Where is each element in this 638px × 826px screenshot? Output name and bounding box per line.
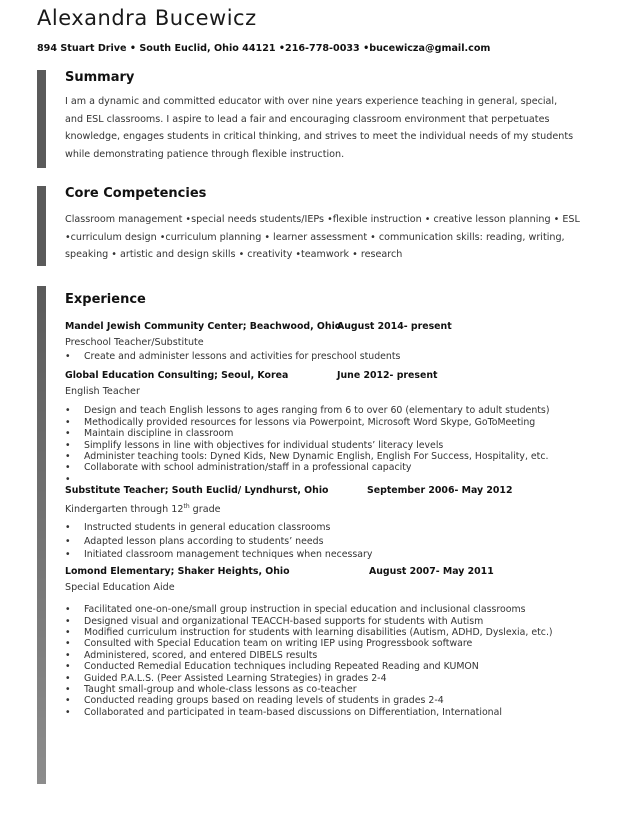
job-dates: June 2012- present xyxy=(337,370,438,382)
job-bullet: • Collaborate with school administration/staff in a professional capacity xyxy=(65,462,597,473)
job-title-text: Kindergarten through 12 xyxy=(65,504,184,516)
summary-accent-bar xyxy=(37,70,46,168)
job-title-superscript: th xyxy=(183,503,190,511)
job-header xyxy=(65,566,597,580)
job-title: Preschool Teacher/Substitute xyxy=(65,337,204,348)
job-header xyxy=(65,321,597,335)
job-bullet: • Taught small-group and whole-class lessons as co-teacher xyxy=(65,684,597,695)
competencies-line: speaking • artistic and design skills • creativity •teamwork • research xyxy=(65,249,403,260)
job-bullet: • Conducted Remedial Education techniques including Repeated Reading and KUMON xyxy=(65,661,597,672)
job-bullet: • Methodically provided resources for lessons via Powerpoint, Microsoft Word Skype, GoToMeeting xyxy=(65,417,597,428)
competencies-section xyxy=(37,186,597,264)
summary-line: I am a dynamic and committed educator with over nine years experience teaching in general, special, xyxy=(65,96,558,107)
job-title-suffix: grade xyxy=(189,504,221,516)
job-bullet: • Conducted reading groups based on reading levels of students in grades 2-4 xyxy=(65,695,597,706)
summary-line: knowledge, engages students in critical thinking, and strives to meet the individual needs of my students xyxy=(65,131,574,142)
job-title: English Teacher xyxy=(65,386,140,398)
summary-heading: Summary xyxy=(65,70,135,85)
competencies-heading: Core Competencies xyxy=(65,186,207,201)
job-dates: August 2014- present xyxy=(337,321,452,332)
job-bullet xyxy=(65,474,597,485)
job-dates: August 2007- May 2011 xyxy=(369,566,494,578)
job-dates: September 2006- May 2012 xyxy=(367,485,513,497)
job-organization: Global Education Consulting; Seoul, Korea xyxy=(65,370,289,382)
job-organization: Substitute Teacher; South Euclid/ Lyndhurst, Ohio xyxy=(65,485,329,497)
job-bullets xyxy=(65,522,597,560)
job-bullet: • Consulted with Special Education team on writing IEP using Progressbook software xyxy=(65,638,597,649)
job-header xyxy=(65,485,597,499)
contact-line: 894 Stuart Drive • South Euclid, Ohio 44121 •216-778-0033 •bucewicza@gmail.com xyxy=(37,43,491,54)
summary-section xyxy=(37,70,597,163)
job-header xyxy=(65,370,597,384)
job-bullets xyxy=(65,405,597,485)
job-bullet: • Instructed students in general education classrooms xyxy=(65,522,597,533)
experience-section xyxy=(37,286,597,718)
job-title: Special Education Aide xyxy=(65,582,175,594)
job-bullet: • Administer teaching tools: Dyned Kids, New Dynamic English, English For Success, Hospitality, etc. xyxy=(65,451,597,462)
job-bullet: • Designed visual and organizational TEACCH-based supports for students with Autism xyxy=(65,616,597,627)
competencies-line: Classroom management •special needs students/IEPs •flexible instruction • creative lesson planning • ESL xyxy=(65,214,580,225)
job-bullet: • Modified curriculum instruction for students with learning disabilities (Autism, ADHD, Dyslexia, etc.) xyxy=(65,627,597,638)
competencies-line: •curriculum design •curriculum planning • learner assessment • communication skills: reading, writing, xyxy=(65,231,565,243)
job-title xyxy=(65,499,597,515)
job-bullet: • Collaborated and participated in team-based discussions on Differentiation, International xyxy=(65,707,597,718)
job-bullets xyxy=(65,604,597,718)
job-bullet: • Facilitated one-on-one/small group instruction in special education and inclusional classrooms xyxy=(65,604,597,615)
job-bullet: • Adapted lesson plans according to students’ needs xyxy=(65,536,597,547)
job-bullet: • Simplify lessons in line with objectives for individual students’ literacy levels xyxy=(65,440,597,451)
job-bullet: • Administered, scored, and entered DIBELS results xyxy=(65,650,597,661)
job-organization: Lomond Elementary; Shaker Heights, Ohio xyxy=(65,566,290,578)
experience-heading: Experience xyxy=(65,292,146,307)
job-bullet: • Create and administer lessons and activities for preschool students xyxy=(65,351,597,362)
experience-accent-bar xyxy=(37,286,46,784)
competencies-accent-bar xyxy=(37,186,46,266)
job-bullet: • Maintain discipline in classroom xyxy=(65,428,597,439)
job-bullet: • Initiated classroom management techniques when necessary xyxy=(65,549,597,560)
summary-line: while demonstrating patience through flexible instruction. xyxy=(65,148,345,160)
job-bullet: • Guided P.A.L.S. (Peer Assisted Learning Strategies) in grades 2-4 xyxy=(65,673,597,684)
summary-line: and ESL classrooms. I aspire to lead a fair and encouraging classroom environment that perpetuates xyxy=(65,113,550,125)
job-bullet: • Design and teach English lessons to ages ranging from 6 to over 60 (elementary to adult students) xyxy=(65,405,597,416)
job-bullets xyxy=(65,351,597,362)
job-organization: Mandel Jewish Community Center; Beachwood, Ohio xyxy=(65,321,342,332)
candidate-name: Alexandra Bucewicz xyxy=(37,6,257,30)
